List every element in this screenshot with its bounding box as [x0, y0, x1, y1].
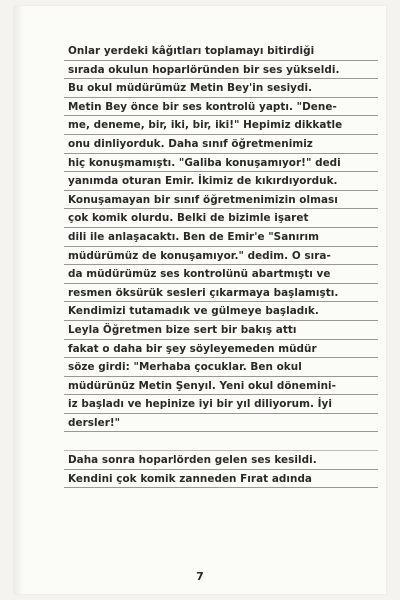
text-line: dili ile anlaşacaktı. Ben de Emir'e "Sanırım: [68, 230, 378, 249]
text-line: iz başladı ve hepinize iyi bir yıl diliyorum. İyi: [68, 397, 378, 416]
text-line: resmen öksürük sesleri çıkarmaya başlamıştı.: [68, 286, 378, 305]
text-line: dersler!": [68, 416, 378, 435]
text-line: Metin Bey önce bir ses kontrolü yaptı. "Dene-: [68, 100, 378, 119]
text-line: Bu okul müdürümüz Metin Bey'in sesiydi.: [68, 81, 378, 100]
book-page: [14, 6, 386, 594]
text-line: da müdürümüz ses kontrolünü abartmıştı ve: [68, 267, 378, 286]
text-line: Kendini çok komik zanneden Fırat adında: [68, 472, 378, 491]
text-line: çok komik olurdu. Belki de bizimle işaret: [68, 211, 378, 230]
text-line: Onlar yerdeki kâğıtları toplamayı bitirdiği: [68, 44, 378, 63]
text-block: [68, 44, 378, 490]
text-line: Kendimizi tutamadık ve gülmeye başladık.: [68, 304, 378, 323]
text-line: müdürümüz de konuşamıyor." dedim. O sıra-: [68, 249, 378, 268]
text-line: fakat o daha bir şey söyleyemeden müdür: [68, 342, 378, 361]
blank-ruled-line: [68, 434, 378, 453]
page-spine-shadow: [14, 6, 24, 594]
text-line: onu dinliyorduk. Daha sınıf öğretmenimiz: [68, 137, 378, 156]
text-line: müdürünüz Metin Şenyıl. Yeni okul dönemini-: [68, 379, 378, 398]
text-line: Konuşamayan bir sınıf öğretmenimizin olması: [68, 193, 378, 212]
text-line: sırada okulun hoparlöründen bir ses yükseldi.: [68, 63, 378, 82]
text-line: hiç konuşmamıştı. "Galiba konuşamıyor!" dedi: [68, 156, 378, 175]
text-line: Leyla Öğretmen bize sert bir bakış attı: [68, 323, 378, 342]
text-line: yanımda oturan Emir. İkimiz de kıkırdıyorduk.: [68, 174, 378, 193]
text-line: me, deneme, bir, iki, bir, iki!" Hepimiz dikkatle: [68, 118, 378, 137]
text-line: söze girdi: "Merhaba çocuklar. Ben okul: [68, 360, 378, 379]
text-line: Daha sonra hoparlörden gelen ses kesildi.: [68, 453, 378, 472]
page-number: 7: [196, 570, 204, 583]
